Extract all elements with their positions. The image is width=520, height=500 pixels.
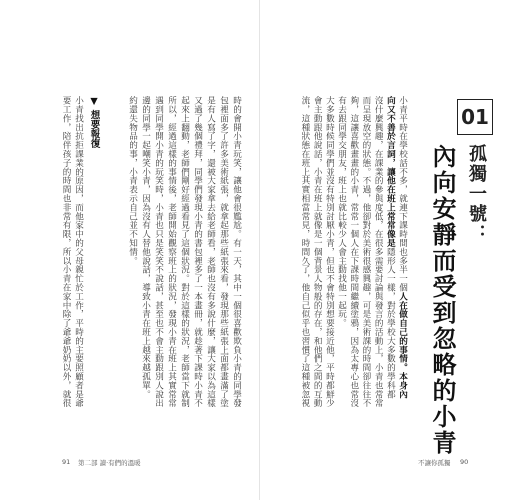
text-column: 約還失物品的事，小青表示自己並不知情。	[127, 96, 138, 266]
text-column: 沒什麼興趣，在課業的參與度低，在很多需要討論與發言的活動上，小青也常常	[373, 96, 384, 408]
text-column: 夠，這讓喜歡畫畫的小青，常常一個人在下課時間繼續塗鴉，因為太專心也常沒	[348, 96, 359, 408]
text-column: 有去跟同學交朋友，班上也就比較少人會主動找他一起玩。	[336, 96, 347, 328]
emphasized-text: 向又不善於言詞，讓他在班上常常像是	[385, 96, 396, 248]
chapter-number-box	[457, 99, 493, 135]
right-folio-label: 不讓你孤獨	[418, 459, 451, 467]
text-column: 小青平時在學校話不多，就連下課時間也多半一個人在做自己的事情。本身內	[397, 96, 408, 399]
right-page-number: 90	[460, 458, 469, 466]
page-gutter	[259, 0, 260, 500]
emphasized-text: 人在做自己的事情。本身內	[397, 291, 408, 399]
chapter-number: 01	[461, 105, 489, 129]
chapter-title: 內向安靜而受到忽略的小青	[428, 144, 456, 456]
text-column: 向又不善於言詞，讓他在班上常常像是隱形人一樣，對於學校大多數的學科都	[385, 96, 396, 399]
text-column: 要工作，陪伴孩子的時間也非常有限，所以小青在家中除了爺爺奶奶以外，就很	[61, 96, 72, 408]
text-column: 小青找出抗拒課業的原因，而他家中的父母親忙於工作，平時的主要照顧者是爺	[73, 96, 84, 408]
text-column: 遇到同學開小青的玩笑時，小青也只是笑笑不說話，甚至也不會主動跟別人說出	[153, 96, 164, 408]
text-column: 起來上翻動，老師們剛好經過看見了這個狀況。對於這樣的狀況，老師當下就制	[179, 96, 190, 408]
left-folio-label: 第二部 讀·有們的溫暖	[78, 459, 141, 467]
text-column: 邊的同學一起嘲笑小青，因為沒有人替他說話，導致小青在班上越來越孤單。	[140, 96, 151, 399]
text-column: 所以，經過這樣的事情後，老師開始觀察班上的狀況，發現小青在班上其實常常	[166, 96, 177, 408]
left-page-number: 91	[62, 458, 71, 466]
text-column: 而呈現放空的狀態。不過，他卻對於美術很感興趣，可是美術課的時間卻往往不	[360, 96, 371, 408]
text-column: 又過了幾個禮拜，同學們發現小青的書包裡多了一本畫冊，就趁著下課時小青不	[192, 96, 203, 408]
text-column: 流，這種狀態在班上其實相當常見，時間久了，他自己似乎也習慣了這種被忽視	[299, 96, 310, 408]
text-column: 時的會開小青玩笑，讓他會很尷尬。有一天，其中一個很喜歡欺負小青的同學發	[231, 96, 242, 408]
text-column: 大多數時候同學們並沒有特別討厭小青，但也不會特別想要接近他，平時都鮮少	[324, 96, 335, 408]
text-column: 包裡面多了許多美術紙張，就拿起那些紙張來看，發現那些紙張上面都畫滿了塗	[218, 96, 229, 408]
section-subhead: ▼ 想要報復	[88, 96, 100, 149]
chapter-label: 孤獨一號：	[466, 144, 487, 244]
text-column: 會主動跟他說話，小青在班上就像是一個背景人物般的存在，和他們之間的互動	[312, 96, 323, 408]
text-column: 是有人寫了字，還被大家拿去給老師看，老師也沒有多說什麼，讓大家以為這樣	[205, 96, 216, 408]
